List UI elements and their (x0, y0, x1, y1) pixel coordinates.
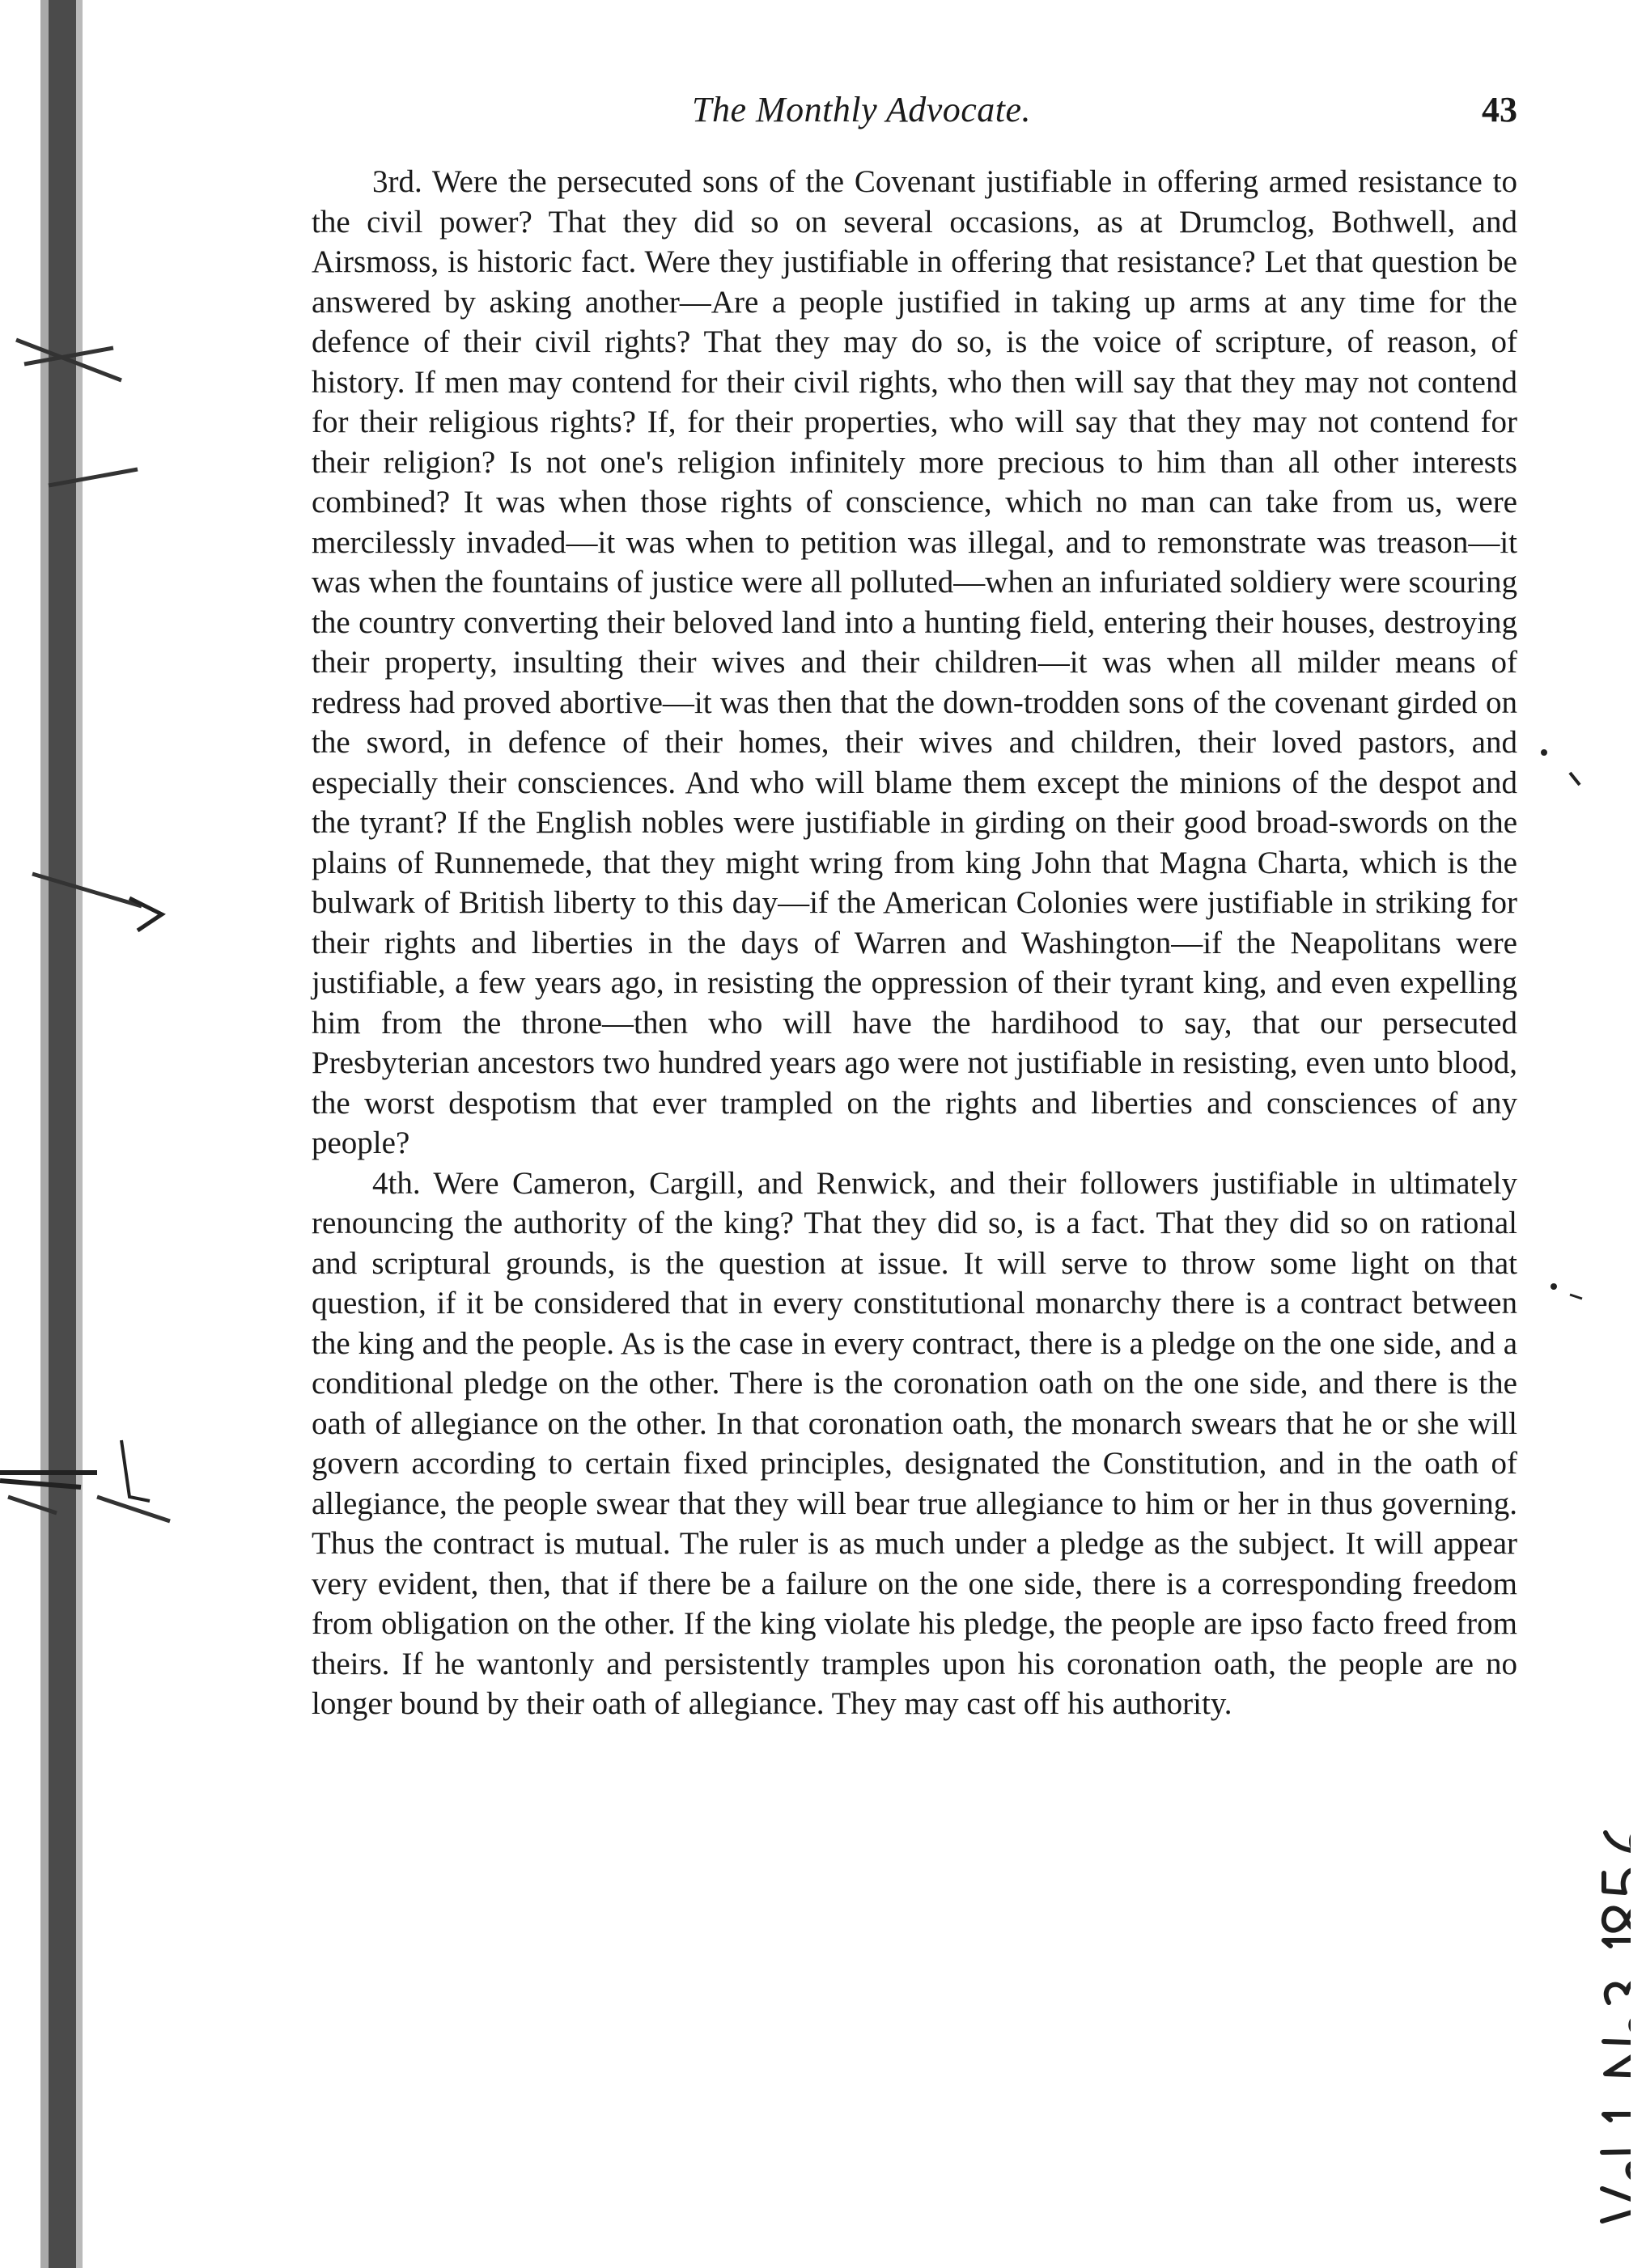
paragraph-third-point (312, 162, 1517, 1164)
page-binding-edge (0, 0, 186, 2268)
article-body (312, 162, 1517, 1724)
running-title: The Monthly Advocate. (692, 90, 1032, 129)
handwritten-margin-note (1534, 1699, 1631, 2225)
paragraph-text: Were Cameron, Cargill, and Renwick, and their followers justifiable in ultimately renouncing the authority of the king? That they did so, is a fact. That they did so on rational and scriptural grounds, is the question at issue. It will serve to throw some light on that question, if it be considered that in every constitutional monarchy there is a contract between the king and the people. As is the case in every contract, there is a pledge on the one side, and a conditional pledge on the other. There is the coronation oath on the one side, and there is the oath of allegiance on the other. In that coronation oath, the monarch swears that he or she will govern according to certain fixed principles, designated the Constitution, and in the oath of allegiance, the people swear that they will bear true allegiance to him or her in thus governing. Thus the contract is mutual. The ruler is as much under a pledge as the subject. It will appear very evident, then, that if there be a failure on the one side, there is a corresponding freedom from obligation on the other. If the king violate his pledge, the people are ipso facto freed from theirs. If he wantonly and persistently tramples upon his coronation oath, the people are no longer bound by their oath of allegiance. They may cast off his authority. (312, 1165, 1518, 1721)
paragraph-text: Were the persecuted sons of the Covenant justifiable in offering armed resistance to the civil power? That they did so on several occasions, as at Drumclog, Bothwell, and Airsmoss, is historic fact. Were they justifiable in offering that resistance? Let that question be answered by asking another—Are a people justified in taking up arms at any time for the defence of their civil rights? That they may do so, is the voice of scripture, of reason, of history. If men may contend for their civil rights, who then will say that they may not contend for their religious rights? If, for their properties, who will say that they may not contend for their religion? Is not one's religion infinitely more precious to him than all other interests combined? It was when those rights of conscience, which no man can take from us, were mercilessly invaded—it was when to petition was illegal, and to remonstrate was treason—it was when the fountains of justice were all polluted—when an infuriated soldiery were scouring the country converting their beloved land into a hunting field, entering their houses, destroying their property, insulting their wives and their children—it was when all milder means of redress had proved abortive—it was then that the down-trodden sons of the covenant girded on the sword, in defence of their homes, their wives and children, their loved pastors, and especially their consciences. And who will blame them except the minions of the despot and the tyrant? If the English nobles were justifiable in girding on their good broad-swords on the plains of Runnemede, that they might wring from king John that Magna Charta, which is the bulwark of British liberty to this day—if the American Colonies were justifiable in striking for their rights and liberties in the days of Warren and Washington—if the Neapolitans were justifiable, a few years ago, in resisting the oppression of their tyrant king, and even expelling him from the throne—then who will have the hardihood to say, that our persecuted Presbyterian ancestors two hundred years ago were not justifiable in resisting, even unto blood, the worst despotism that ever trampled on the rights and liberties and consciences of any people? (312, 164, 1517, 1160)
running-head (312, 89, 1517, 146)
paragraph-ordinal: 4th. (372, 1165, 421, 1201)
page-number: 43 (1482, 90, 1517, 129)
paragraph-fourth-point (312, 1164, 1517, 1724)
paragraph-ordinal: 3rd. (372, 164, 422, 199)
margin-marks (1521, 728, 1602, 1343)
